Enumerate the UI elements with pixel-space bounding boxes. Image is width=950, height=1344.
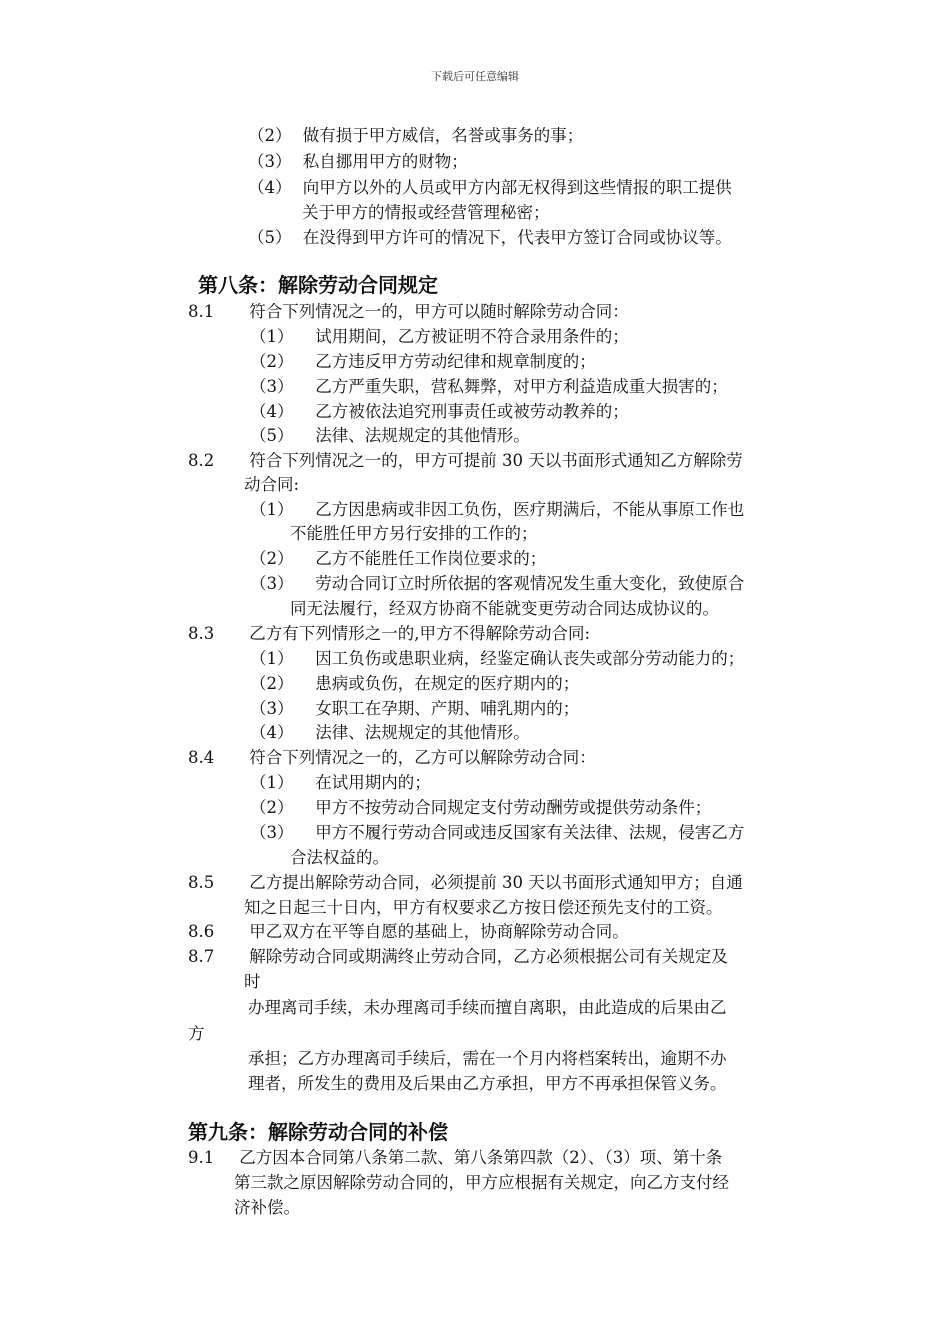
- section-continuation: 知之日起三十日内，甲方有权要求乙方按日偿还预先支付的工资。: [244, 898, 723, 917]
- list-item: [248, 150, 468, 174]
- item-number: （2）: [250, 798, 294, 817]
- section-line: 方: [188, 1024, 205, 1043]
- item-number: （3）: [248, 152, 292, 171]
- section-text: 符合下列情况之一的，甲方可提前 30 天以书面形式通知乙方解除劳: [249, 451, 743, 470]
- section-8-7: [188, 945, 728, 969]
- item-text: 做有损于甲方威信，名誉或事务的事；: [302, 126, 584, 145]
- item-text: 因工负伤或患职业病，经鉴定确认丧失或部分劳动能力的；: [315, 649, 745, 668]
- item-text: 女职工在孕期、产期、哺乳期内的；: [315, 699, 580, 718]
- item-text: 甲方不履行劳动合同或违反国家有关法律、法规，侵害乙方: [315, 823, 745, 842]
- list-item: [250, 647, 744, 671]
- item-text: 甲方不按劳动合同规定支付劳动酬劳或提供劳动条件；: [315, 798, 712, 817]
- item-number: （1）: [250, 773, 294, 792]
- list-item: [250, 672, 579, 696]
- section-line: 理者，所发生的费用及后果由乙方承担，甲方不再承担保管义务。: [248, 1074, 727, 1093]
- item-number: （5）: [250, 426, 294, 445]
- section-number: 8.5: [188, 873, 215, 892]
- item-text: 在试用期内的；: [315, 773, 431, 792]
- section-line: 第三款之原因解除劳动合同的，甲方应根据有关规定，向乙方支付经: [234, 1173, 729, 1192]
- item-number: （1）: [250, 327, 294, 346]
- section-8-1: [188, 300, 629, 324]
- item-number: （2）: [250, 549, 294, 568]
- list-item: [248, 226, 732, 250]
- section-text: 乙方提出解除劳动合同，必须提前 30 天以书面形式通知甲方；自通: [249, 873, 743, 892]
- section-number: 8.7: [188, 947, 215, 966]
- item-text: 私自挪用甲方的财物；: [302, 152, 468, 171]
- section-text: 符合下列情况之一的，甲方可以随时解除劳动合同：: [249, 302, 629, 321]
- section-8-5: [188, 871, 743, 895]
- item-number: （2）: [250, 674, 294, 693]
- item-continuation: 合法权益的。: [290, 848, 389, 867]
- item-text: 乙方不能胜任工作岗位要求的；: [315, 549, 547, 568]
- section-number: 8.3: [188, 624, 215, 643]
- item-text: 法律、法规规定的其他情形。: [315, 426, 530, 445]
- item-number: （4）: [250, 402, 294, 421]
- article-heading: 第九条：解除劳动合同的补偿: [188, 1120, 448, 1144]
- list-item: [250, 375, 728, 399]
- item-text: 法律、法规规定的其他情形。: [315, 723, 530, 742]
- section-8-4: [188, 746, 596, 770]
- list-item: [250, 547, 546, 571]
- section-text: 符合下列情况之一的，乙方可以解除劳动合同：: [249, 748, 596, 767]
- item-text: 在没得到甲方许可的情况下，代表甲方签订合同或协议等。: [302, 228, 732, 247]
- section-line: 承担；乙方办理离司手续后，需在一个月内将档案转出，逾期不办: [248, 1049, 727, 1068]
- item-number: （3）: [250, 823, 294, 842]
- section-8-2: [188, 449, 743, 473]
- item-number: （1）: [250, 500, 294, 519]
- section-line: 时: [244, 972, 261, 991]
- list-item: [250, 325, 629, 349]
- item-text: 患病或负伤，在规定的医疗期内的；: [315, 674, 580, 693]
- item-number: （1）: [250, 649, 294, 668]
- item-text: 乙方严重失职，营私舞弊，对甲方利益造成重大损害的；: [315, 377, 728, 396]
- list-item: [248, 124, 583, 148]
- item-text: 乙方违反甲方劳动纪律和规章制度的；: [315, 352, 596, 371]
- section-8-3: [188, 622, 590, 646]
- article-heading: 第八条：解除劳动合同规定: [198, 273, 438, 297]
- section-number: 8.2: [188, 451, 215, 470]
- section-number: 8.4: [188, 748, 215, 767]
- item-continuation: 关于甲方的情报或经营管理秘密；: [302, 203, 550, 222]
- item-number: （2）: [250, 352, 294, 371]
- section-number: 9.1: [188, 1148, 215, 1167]
- item-text: 乙方被依法追究刑事责任或被劳动教养的；: [315, 402, 629, 421]
- item-number: （2）: [248, 126, 292, 145]
- list-item: [248, 176, 732, 200]
- item-text: 向甲方以外的人员或甲方内部无权得到这些情报的职工提供: [302, 178, 732, 197]
- section-line: 济补偿。: [234, 1198, 300, 1217]
- item-continuation: 不能胜任甲方另行安排的工作的；: [290, 524, 538, 543]
- list-item: [250, 796, 711, 820]
- section-8-6: [188, 920, 629, 944]
- item-text: 乙方因患病或非因工负伤，医疗期满后，不能从事原工作也: [315, 500, 745, 519]
- section-line: 办理离司手续，未办理离司手续而擅自离职，由此造成的后果由乙: [248, 998, 727, 1017]
- list-item: [250, 424, 530, 448]
- section-9-1: [188, 1146, 722, 1170]
- section-text: 乙方有下列情形之一的,甲方不得解除劳动合同:: [249, 624, 591, 643]
- header-note: 下载后可任意编辑: [431, 70, 519, 83]
- item-number: （3）: [250, 377, 294, 396]
- list-item: [250, 771, 431, 795]
- item-number: （3）: [250, 574, 294, 593]
- list-item: [250, 350, 596, 374]
- list-item: [250, 572, 744, 596]
- item-text: 劳动合同订立时所依据的客观情况发生重大变化，致使原合: [315, 574, 745, 593]
- list-item: [250, 821, 744, 845]
- section-number: 8.1: [188, 302, 215, 321]
- section-continuation: 动合同:: [244, 475, 300, 494]
- item-number: （4）: [250, 723, 294, 742]
- item-number: （4）: [248, 178, 292, 197]
- item-number: （3）: [250, 699, 294, 718]
- section-number: 8.6: [188, 922, 215, 941]
- list-item: [250, 400, 629, 424]
- section-text: 解除劳动合同或期满终止劳动合同，乙方必须根据公司有关规定及: [249, 947, 728, 966]
- item-text: 试用期间，乙方被证明不符合录用条件的；: [315, 327, 629, 346]
- list-item: [250, 721, 530, 745]
- item-continuation: 同无法履行，经双方协商不能就变更劳动合同达成协议的。: [290, 599, 719, 618]
- item-number: （5）: [248, 228, 292, 247]
- section-text: 甲乙双方在平等自愿的基础上，协商解除劳动合同。: [249, 922, 629, 941]
- section-text: 乙方因本合同第八条第二款、第八条第四款（2）、（3）项、第十条: [239, 1148, 723, 1167]
- list-item: [250, 498, 744, 522]
- list-item: [250, 697, 579, 721]
